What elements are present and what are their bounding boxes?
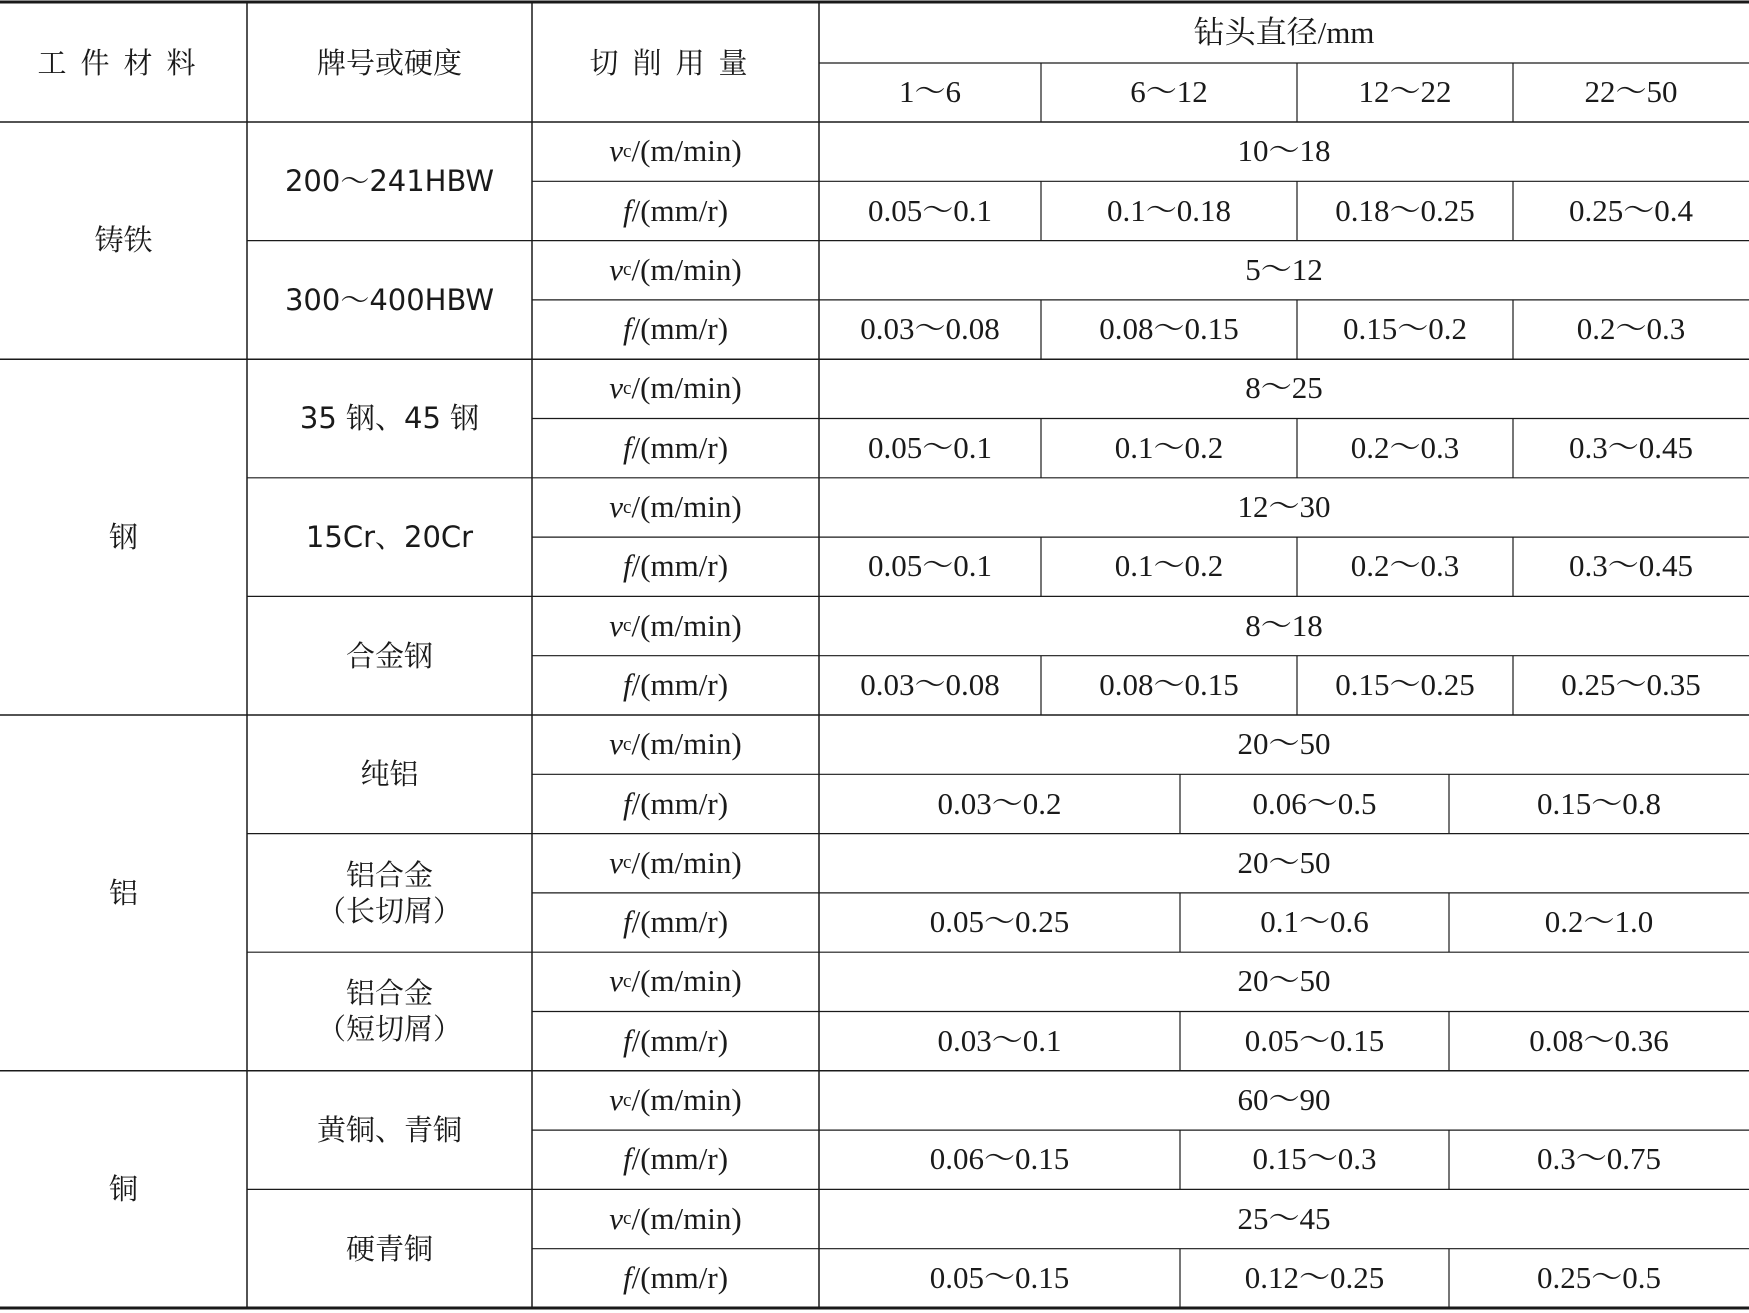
vc-value: 10～18 (1237, 133, 1331, 169)
vc-param-label (532, 478, 819, 537)
grade-text: 200～241HBW (284, 164, 495, 199)
grade-cell (247, 1071, 532, 1190)
grade-text: 纯铝 (360, 757, 419, 792)
grade-cell (247, 1189, 532, 1308)
vc-symbol: v (609, 370, 624, 406)
vc-unit: /(m/min) (631, 607, 742, 643)
vc-subscript: c (623, 733, 632, 755)
header-diameter-range: 22～50 (1584, 74, 1678, 110)
vc-param-label (532, 359, 819, 418)
f-unit: /(mm/r) (631, 785, 729, 821)
f-value: 0.15～0.25 (1335, 666, 1475, 702)
f-symbol: f (622, 666, 632, 702)
f-value: 0.1～0.2 (1114, 429, 1224, 465)
grade-text: 15Cr、20Cr (305, 519, 474, 554)
header-diameter-range: 12～22 (1358, 74, 1452, 110)
f-value: 0.03～0.08 (860, 311, 1000, 347)
vc-unit: /(m/min) (631, 370, 742, 406)
grade-cell (247, 122, 532, 241)
f-value: 0.03～0.1 (937, 1022, 1062, 1058)
f-value: 0.15～0.8 (1537, 785, 1661, 821)
f-symbol: f (622, 904, 632, 940)
grade-cell (247, 359, 532, 478)
vc-symbol: v (609, 1200, 624, 1236)
vc-subscript: c (623, 140, 632, 162)
grade-text: 35 钢、45 钢 (299, 401, 480, 436)
vc-unit: /(m/min) (631, 133, 742, 169)
f-value: 0.1～0.6 (1260, 904, 1369, 940)
f-unit: /(mm/r) (631, 1259, 729, 1295)
f-symbol: f (622, 311, 632, 347)
vc-value: 8～18 (1245, 607, 1323, 643)
grade-cell (247, 834, 532, 953)
grade-text: 铝合金 (345, 976, 433, 1011)
f-param-label (532, 1012, 819, 1071)
f-value: 0.05～0.1 (868, 429, 992, 465)
f-value: 0.08～0.15 (1099, 311, 1239, 347)
header-workpiece-material: 工件材料 (37, 45, 210, 80)
vc-value: 5～12 (1245, 251, 1323, 287)
vc-subscript: c (623, 970, 632, 992)
vc-unit: /(m/min) (631, 251, 742, 287)
vc-unit: /(m/min) (631, 963, 742, 999)
f-symbol: f (622, 429, 632, 465)
f-param-label (532, 419, 819, 478)
f-value: 0.05～0.25 (929, 904, 1070, 940)
header-diameter-range: 1～6 (899, 74, 961, 110)
vc-symbol: v (609, 1082, 624, 1118)
f-unit: /(mm/r) (631, 666, 729, 702)
f-param-label (532, 656, 819, 715)
grade-text: 黄铜、青铜 (316, 1112, 462, 1147)
vc-param-label (532, 834, 819, 893)
f-value: 0.25～0.4 (1569, 192, 1693, 228)
f-value: 0.05～0.15 (929, 1259, 1070, 1295)
f-symbol: f (622, 548, 632, 584)
vc-symbol: v (609, 251, 624, 287)
f-value: 0.15～0.2 (1343, 311, 1467, 347)
material-cell: 铝 (108, 875, 138, 910)
f-unit: /(mm/r) (631, 192, 729, 228)
grade-text: 300～400HBW (284, 282, 495, 317)
f-unit: /(mm/r) (631, 904, 729, 940)
f-value: 0.1～0.2 (1114, 548, 1224, 584)
vc-symbol: v (609, 607, 624, 643)
grade-text: 铝合金 (345, 857, 433, 892)
f-param-label (532, 300, 819, 359)
f-value: 0.05～0.1 (868, 192, 992, 228)
f-value: 0.25～0.5 (1537, 1259, 1661, 1295)
f-value: 0.2～1.0 (1544, 904, 1654, 940)
vc-subscript: c (623, 377, 632, 399)
vc-subscript: c (623, 496, 632, 518)
vc-subscript: c (623, 259, 632, 281)
vc-subscript: c (623, 1089, 632, 1111)
vc-param-label (532, 715, 819, 774)
f-value: 0.2～0.3 (1350, 548, 1460, 584)
header-drill-diameter: 钻头直径/mm (1193, 15, 1375, 51)
vc-unit: /(m/min) (631, 1082, 742, 1118)
grade-cell (247, 241, 532, 360)
f-param-label (532, 1130, 819, 1189)
f-param-label (532, 893, 819, 952)
f-unit: /(mm/r) (631, 1141, 729, 1177)
vc-symbol: v (609, 489, 624, 525)
f-symbol: f (622, 785, 632, 821)
vc-subscript: c (623, 852, 632, 874)
f-value: 0.12～0.25 (1244, 1259, 1385, 1295)
f-value: 0.3～0.45 (1569, 548, 1693, 584)
grade-cell (247, 478, 532, 597)
f-value: 0.15～0.3 (1252, 1141, 1377, 1177)
f-symbol: f (622, 1259, 632, 1295)
vc-value: 20～50 (1237, 726, 1331, 762)
f-value: 0.18～0.25 (1335, 192, 1475, 228)
grade-cell (247, 596, 532, 715)
vc-value: 20～50 (1237, 963, 1331, 999)
f-value: 0.2～0.3 (1350, 429, 1460, 465)
f-value: 0.06～0.5 (1252, 785, 1377, 821)
f-value: 0.08～0.36 (1529, 1022, 1669, 1058)
f-value: 0.25～0.35 (1561, 666, 1701, 702)
grade-text: （长切屑） (316, 893, 462, 928)
f-value: 0.3～0.45 (1569, 429, 1693, 465)
header-grade-hardness: 牌号或硬度 (316, 45, 462, 80)
header-diameter-range: 6～12 (1130, 74, 1208, 110)
grade-cell (247, 952, 532, 1071)
vc-unit: /(m/min) (631, 844, 742, 880)
vc-param-label (532, 952, 819, 1011)
grade-cell (247, 715, 532, 834)
f-unit: /(mm/r) (631, 1022, 729, 1058)
material-cell: 铜 (108, 1172, 138, 1207)
f-symbol: f (622, 1141, 632, 1177)
vc-value: 20～50 (1237, 844, 1331, 880)
vc-subscript: c (623, 615, 632, 637)
f-value: 0.1～0.18 (1107, 192, 1231, 228)
vc-unit: /(m/min) (631, 726, 742, 762)
grade-text: 硬青铜 (345, 1231, 433, 1266)
f-value: 0.08～0.15 (1099, 666, 1239, 702)
f-value: 0.03～0.08 (860, 666, 1000, 702)
vc-unit: /(m/min) (631, 1200, 742, 1236)
header-cutting-amount: 切削用量 (589, 45, 762, 80)
material-cell: 钢 (108, 519, 138, 554)
f-value: 0.05～0.1 (868, 548, 992, 584)
f-param-label (532, 537, 819, 596)
grade-text: （短切屑） (316, 1012, 462, 1047)
vc-symbol: v (609, 844, 624, 880)
vc-value: 60～90 (1237, 1082, 1331, 1118)
f-symbol: f (622, 192, 632, 228)
vc-value: 12～30 (1237, 489, 1331, 525)
f-param-label (532, 1249, 819, 1308)
f-unit: /(mm/r) (631, 548, 729, 584)
f-value: 0.2～0.3 (1576, 311, 1686, 347)
f-value: 0.06～0.15 (929, 1141, 1070, 1177)
f-param-label (532, 181, 819, 240)
f-value: 0.05～0.15 (1244, 1022, 1385, 1058)
f-unit: /(mm/r) (631, 311, 729, 347)
vc-symbol: v (609, 726, 624, 762)
vc-value: 8～25 (1245, 370, 1323, 406)
vc-param-label (532, 1189, 819, 1248)
f-symbol: f (622, 1022, 632, 1058)
grade-text: 合金钢 (345, 638, 433, 673)
vc-symbol: v (609, 963, 624, 999)
vc-value: 25～45 (1237, 1200, 1331, 1236)
vc-subscript: c (623, 1208, 632, 1230)
vc-symbol: v (609, 133, 624, 169)
f-unit: /(mm/r) (631, 429, 729, 465)
vc-param-label (532, 241, 819, 300)
f-param-label (532, 774, 819, 833)
vc-param-label (532, 122, 819, 181)
f-value: 0.3～0.75 (1537, 1141, 1661, 1177)
vc-unit: /(m/min) (631, 489, 742, 525)
material-cell: 铸铁 (94, 223, 153, 258)
vc-param-label (532, 1071, 819, 1130)
f-value: 0.03～0.2 (937, 785, 1062, 821)
vc-param-label (532, 596, 819, 655)
